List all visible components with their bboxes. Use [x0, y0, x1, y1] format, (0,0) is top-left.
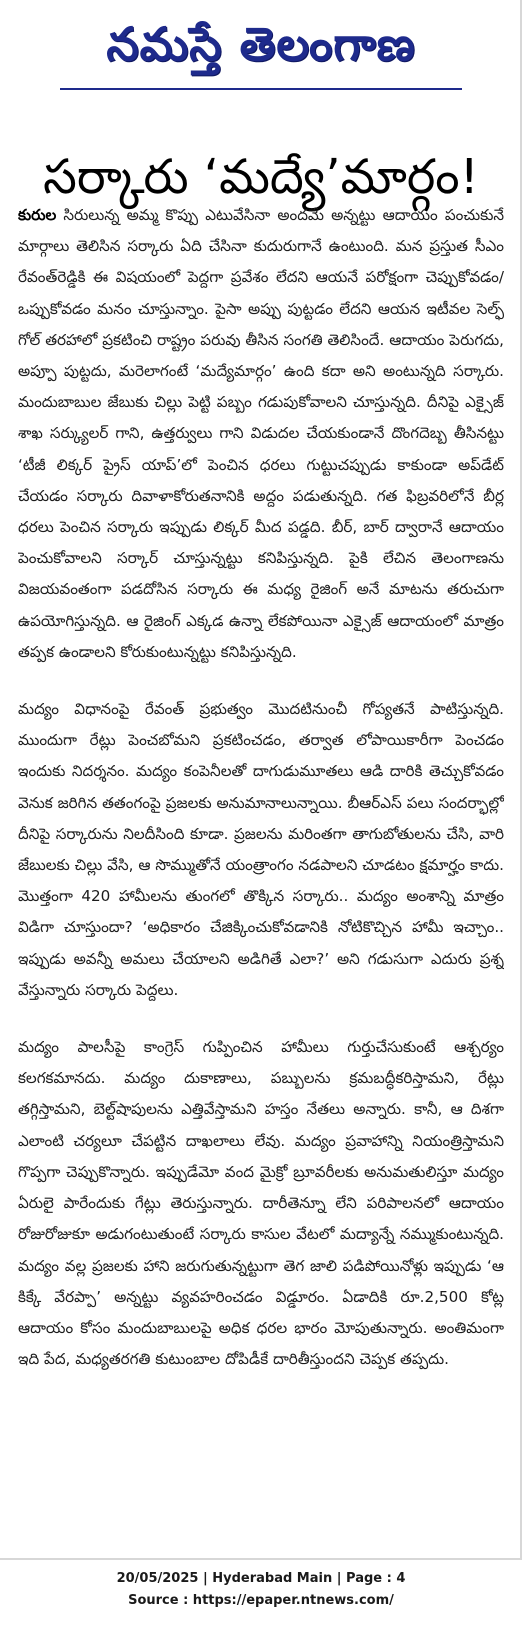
article-body [18, 200, 504, 1540]
article-headline: సర్కారు ‘మద్యే’మార్గం! [43, 149, 479, 206]
article-paragraph-2: మద్యం విధానంపై రేవంత్ ప్రభుత్వం మొదటినుంచీ గోప్యతనే పాటిస్తున్నది. ముందుగా రేట్లు పెంచబోమని ప్రకటించడం, తర్వాత లోపాయికారీగా పెంచడం ఇందుకు నిదర్శనం. మద్యం కంపెనీలతో దాగుడుమూతలు ఆడి దారికి తెచ్చుకోవడం వెనుక జరిగిన తతంగంపై ప్రజలకు అనుమానాలున్నాయి. బీఆర్‌ఎస్ పలు సందర్భాల్లో దీనిపై సర్కారును నిలదీసింది కూడా. ప్రజలను మరింతగా తాగుబోతులను చేసి, వారి జేబులకు చిల్లు వేసి, ఆ సొమ్ముతోనే యంత్రాంగం నడపాలని చూడటం క్షమార్హం కాదు. మొత్తంగా 420 హామీలను తుంగలో తొక్కిన సర్కారు.. మద్యం అంశాన్ని మాత్రం విడిగా చూస్తుందా? ‘అధికారం చేజిక్కించుకోవడానికి నోటికొచ్చిన హామీ ఇచ్చాం.. ఇప్పుడు అవన్నీ అమలు చేయాలని అడిగితే ఎలా?’ అని గడుసుగా ఎదురు ప్రశ్న వేస్తున్నారు సర్కారు పెద్దలు. [18, 700, 504, 999]
article-paragraph-3: మద్యం పాలసీపై కాంగ్రెస్ గుప్పించిన హామీలు గుర్తుచేసుకుంటే ఆశ్చర్యం కలగకమానదు. మద్యం దుకాణాలు, పబ్బులను క్రమబద్ధీకరిస్తామని, రేట్లు తగ్గిస్తామని, బెల్ట్‌షాపులను ఎత్తివేస్తామని హస్తం నేతలు అన్నారు. కానీ, ఆ దిశగా ఎలాంటి చర్యలూ చేపట్టిన దాఖలాలు లేవు. మద్యం ప్రవాహాన్ని నియంత్రిస్తామని గొప్పగా చెప్పుకొన్నారు. ఇప్పుడేమో వంద మైక్రో బ్రూవరీలకు అనుమతులిస్తూ మద్యం ఏరులై పారేందుకు గేట్లు తెరుస్తున్నారు. దారీతెన్నూ లేని పరిపాలనలో ఆదాయం రోజురోజుకూ అడుగంటుతుంటే సర్కారు కాసుల వేటలో మద్యాన్నే నమ్ముకుంటున్నది. మద్యం వల్ల ప్రజలకు హాని జరుగుతున్నట్టుగా తెగ జాలి పడిపోయినోళ్లు ఇప్పుడు ‘ఆ కిక్కే వేరప్పా’ అన్నట్టు వ్యవహరించడం విడ్డూరం. ఏడాదికి రూ.2,500 కోట్ల ఆదాయం కోసం మందుబాబులపై అధిక ధరల భారం మోపుతున్నారు. అంతిమంగా ఇది పేద, మధ్యతరగతి కుటుంబాల దోపిడీకే దారితీస్తుందని చెప్పక తప్పదు. [18, 1038, 504, 1369]
dateline: 20/05/2025 | Hyderabad Main | Page : 4 [116, 1571, 406, 1586]
source-link[interactable]: Source : https://epaper.ntnews.com/ [128, 1593, 394, 1608]
source-footer [0, 1568, 522, 1612]
article-paragraph-1 [18, 200, 504, 668]
lead-word: కురుల [18, 206, 57, 224]
newspaper-masthead: నమస్తే తెలంగాణ [106, 17, 416, 71]
masthead-divider [60, 88, 462, 90]
paragraph-1-text: సిరులున్న అమ్మ కొప్పు ఎటువేసినా అందమే అన్నట్టు ఆదాయం పంచుకునే మార్గాలు తెలిసిన సర్కారు ఏది చేసినా కుదురుగానే ఉంటుంది. మన ప్రస్తుత సీఎం రేవంత్‌రెడ్డికి ఈ విషయంలో పెద్దగా ప్రవేశం లేదని ఆయనే పరోక్షంగా చెప్పుకోవడం/ఒప్పుకోవడం మనం చూస్తున్నాం. పైసా అప్పు పుట్టడం లేదని ఆయన ఇటీవల సెల్ఫ్ గోల్ తరహాలో ప్రకటించి రాష్ట్రం పరువు తీసిన సంగతి తెలిసిందే. ఆదాయం పెరుగదు, అప్పూ పుట్టదు, మరెలాగంటే ‘మద్యేమార్గం’ ఉంది కదా అని అంటున్నది సర్కారు. మందుబాబుల జేబుకు చిల్లు పెట్టి పబ్బం గడుపుకోవాలని చూస్తున్నది. దీనిపై ఎక్సైజ్ శాఖ సర్క్యులర్ గాని, ఉత్తర్వులు గాని విడుదల చేయకుండానే దొంగదెబ్బ తీసినట్టు ‘టీజీ లిక్కర్ ప్రైస్ యాప్’లో పెంచిన ధరలు గుట్టుచప్పుడు కాకుండా అప్‌డేట్ చేయడం సర్కారు దివాళాకోరుతనానికి అద్దం పడుతున్నది. గత ఫిబ్రవరిలోనే బీర్ల ధరలు పెంచిన సర్కారు ఇప్పుడు లిక్కర్ మీద పడ్డది. బీర్, బార్ ద్వారానే ఆదాయం పెంచుకోవాలని సర్కార్ చూస్తున్నట్టు కనిపిస్తున్నది. పైకి లేచిన తెలంగాణను విజయవంతంగా పడదోసిన సర్కారు ఈ మధ్య రైజింగ్ అనే మాటను తరుచుగా ఉపయోగిస్తున్నది. ఆ రైజింగ్ ఎక్కడ ఉన్నా లేకపోయినా ఎక్సైజ్ ఆదాయంలో మాత్రం తప్పక ఉండాలని కోరుకుంటున్నట్టు కనిపిస్తున్నది. [18, 206, 504, 661]
